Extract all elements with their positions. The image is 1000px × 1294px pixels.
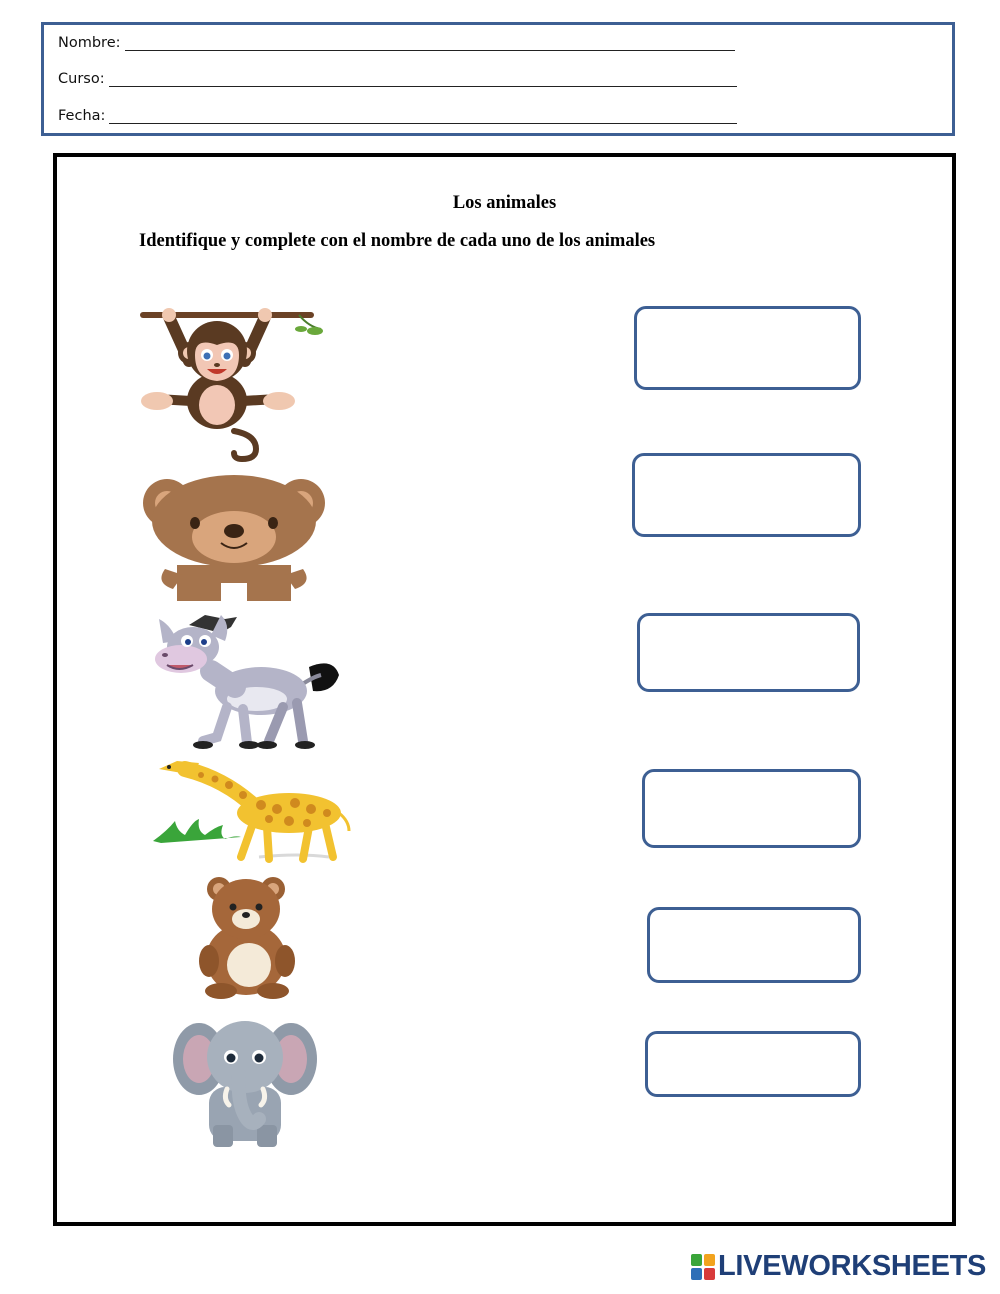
course-label: Curso: (58, 71, 105, 87)
course-line[interactable] (109, 72, 737, 87)
date-label: Fecha: (58, 108, 106, 124)
bear-icon (139, 473, 329, 603)
answer-box-5[interactable] (647, 907, 861, 983)
liveworksheets-logo (691, 1252, 986, 1281)
worksheet-title: Los animales (452, 193, 557, 213)
answer-box-6[interactable] (645, 1031, 861, 1097)
name-label: Nombre: (58, 35, 121, 51)
name-line[interactable] (125, 36, 735, 51)
worksheet-instruction: Identifique y complete con el nombre de cada uno de los animales (139, 231, 656, 251)
liveworksheets-logo-text: LIVEWORKSHEETS (718, 1250, 987, 1282)
elephant-icon (173, 1013, 317, 1151)
date-line[interactable] (109, 109, 737, 124)
answer-box-2[interactable] (632, 453, 861, 537)
giraffe-icon (149, 757, 359, 867)
worksheet-frame (53, 153, 956, 1226)
answer-box-3[interactable] (637, 613, 860, 692)
name-field[interactable] (58, 35, 735, 51)
answer-box-4[interactable] (642, 769, 861, 848)
liveworksheets-mark-icon (691, 1254, 715, 1280)
answer-box-1[interactable] (634, 306, 861, 390)
student-info-box (41, 22, 955, 136)
date-field[interactable] (58, 108, 737, 124)
donkey-icon (151, 611, 351, 751)
teddy-bear-icon (195, 873, 305, 999)
course-field[interactable] (58, 71, 737, 87)
monkey-icon (139, 303, 329, 463)
